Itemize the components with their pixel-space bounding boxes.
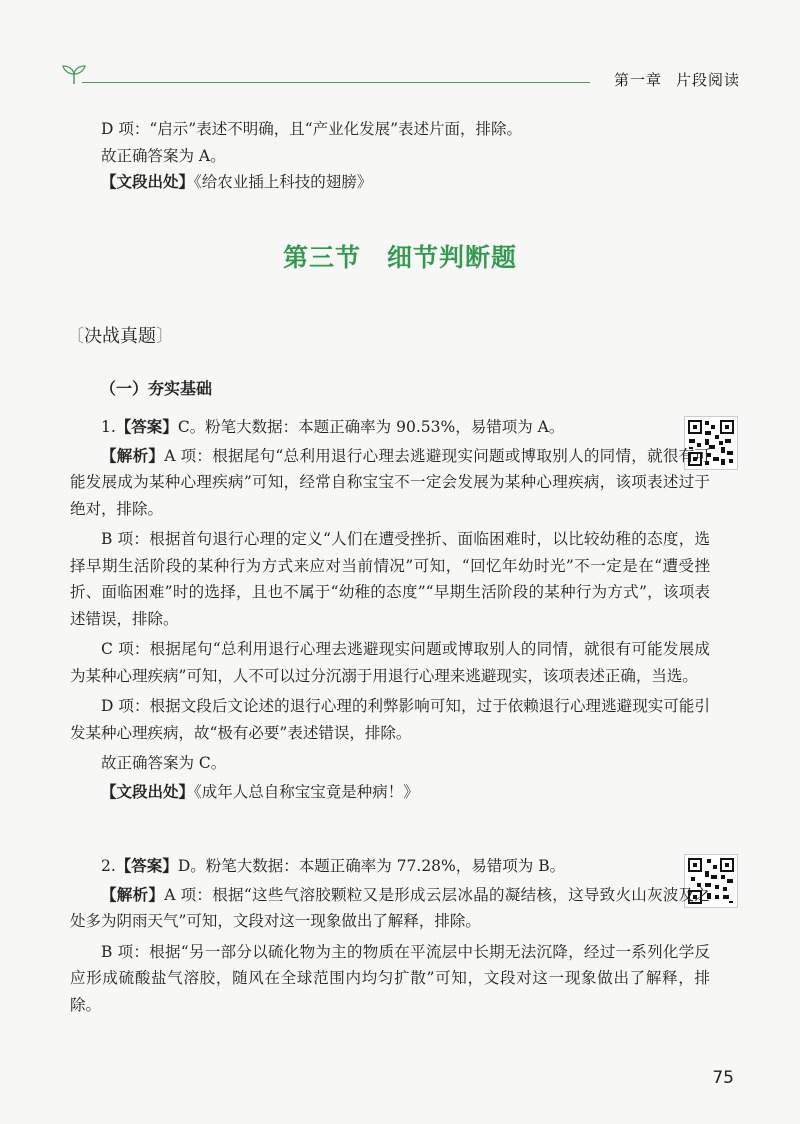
q1-option-d: D 项：根据文段后文论述的退行心理的利弊影响可知，过于依赖退行心理逃避现实可能引发某种心理疾病，故“极有必要”表述错误，排除。 (70, 697, 710, 742)
q2-answer-tag: 【答案】 (115, 857, 178, 875)
q1-source-text: 《成年人总自称宝宝竟是种病！》 (194, 782, 419, 801)
subheading: （一）夯实基础 (100, 379, 213, 398)
question-2 (70, 853, 710, 1018)
q1-option-c: C 项：根据尾句“总利用退行心理去逃避现实问题或博取别人的同情，就很有可能发展成为某种心理疾病”可知，人不可以过分沉溺于用退行心理来逃避现实，该项表述正确，当选。 (70, 640, 710, 685)
q1-option-b: B 项：根据首句退行心理的定义“人们在遭受挫折、面临困难时，以比较幼稚的态度，选择早期生活阶段的某种行为方式来应对当前情况”可知，“回忆年幼时光”不一定是在“遭受挫折、面临困难”时的选择，且也不属于“幼稚的态度”“早期生活阶段的某种行为方式”，该项表述错误，排除。 (70, 530, 710, 628)
source-text: 《给农业插上科技的翅膀》 (194, 173, 373, 191)
q1-option-a (70, 443, 710, 523)
question-1 (70, 414, 710, 805)
chapter-title (614, 69, 740, 90)
q1-number: 1. (101, 418, 116, 436)
q1-answer-text: C。粉笔大数据：本题正确率为 90.53%，易错项为 A。 (177, 418, 565, 436)
section-number: 第三节 (282, 243, 361, 272)
header-rule (82, 82, 590, 83)
q2-answer-text: D。粉笔大数据：本题正确率为 77.28%，易错项为 B。 (177, 857, 566, 875)
q1-answer (70, 414, 710, 441)
q2-option-a (70, 882, 710, 935)
source-line (70, 169, 710, 196)
juezhan-label: 决战真题 (84, 326, 156, 347)
chapter-label: 第一章 (613, 71, 662, 89)
page-number: 75 (712, 1068, 734, 1088)
juezhan-heading (66, 322, 174, 348)
q1-a-text: A 项：根据尾句“总利用退行心理去逃避现实问题或博取别人的同情，就很有可能发展成为某种心理疾病”可知，经常自称宝宝不一定会发展为某种心理疾病，该项表述过于绝对，排除。 (70, 446, 710, 518)
q1-answer-tag: 【答案】 (115, 418, 178, 436)
top-block (70, 116, 710, 196)
q2-a-text: A 项：根据“这些气溶胶颗粒又是形成云层冰晶的凝结核，这导致火山灰波及之处多为阴雨天气”可知，文段对这一现象做出了解释，排除。 (70, 885, 710, 930)
option-d-line: D 项：“启示”表述不明确，且“产业化发展”表述片面，排除。 (101, 120, 523, 138)
bracket-open: 〔 (66, 326, 84, 347)
section-title (0, 238, 800, 274)
section-name: 细节判断题 (387, 243, 518, 272)
q2-number: 2. (101, 857, 116, 875)
q2-analysis-tag: 【解析】 (101, 885, 165, 904)
q1-conclusion: 故正确答案为 C。 (101, 754, 227, 772)
q1-analysis-tag: 【解析】 (101, 446, 165, 465)
conclusion-line: 故正确答案为 A。 (101, 146, 226, 165)
section-label: 片段阅读 (675, 71, 740, 89)
q2-option-b: B 项：根据“另一部分以硫化物为主的物质在平流层中长期无法沉降，经过一系列化学反应形成硫酸盐气溶胶，随风在全球范围内均匀扩散”可知，文段对这一现象做出了解释，排除。 (70, 942, 710, 1014)
source-tag: 【文段出处】 (101, 173, 195, 191)
q1-source (70, 779, 710, 806)
page-header (60, 62, 740, 92)
q1-source-tag: 【文段出处】 (101, 782, 195, 801)
bracket-close: 〕 (156, 326, 174, 347)
q2-answer (70, 853, 710, 880)
